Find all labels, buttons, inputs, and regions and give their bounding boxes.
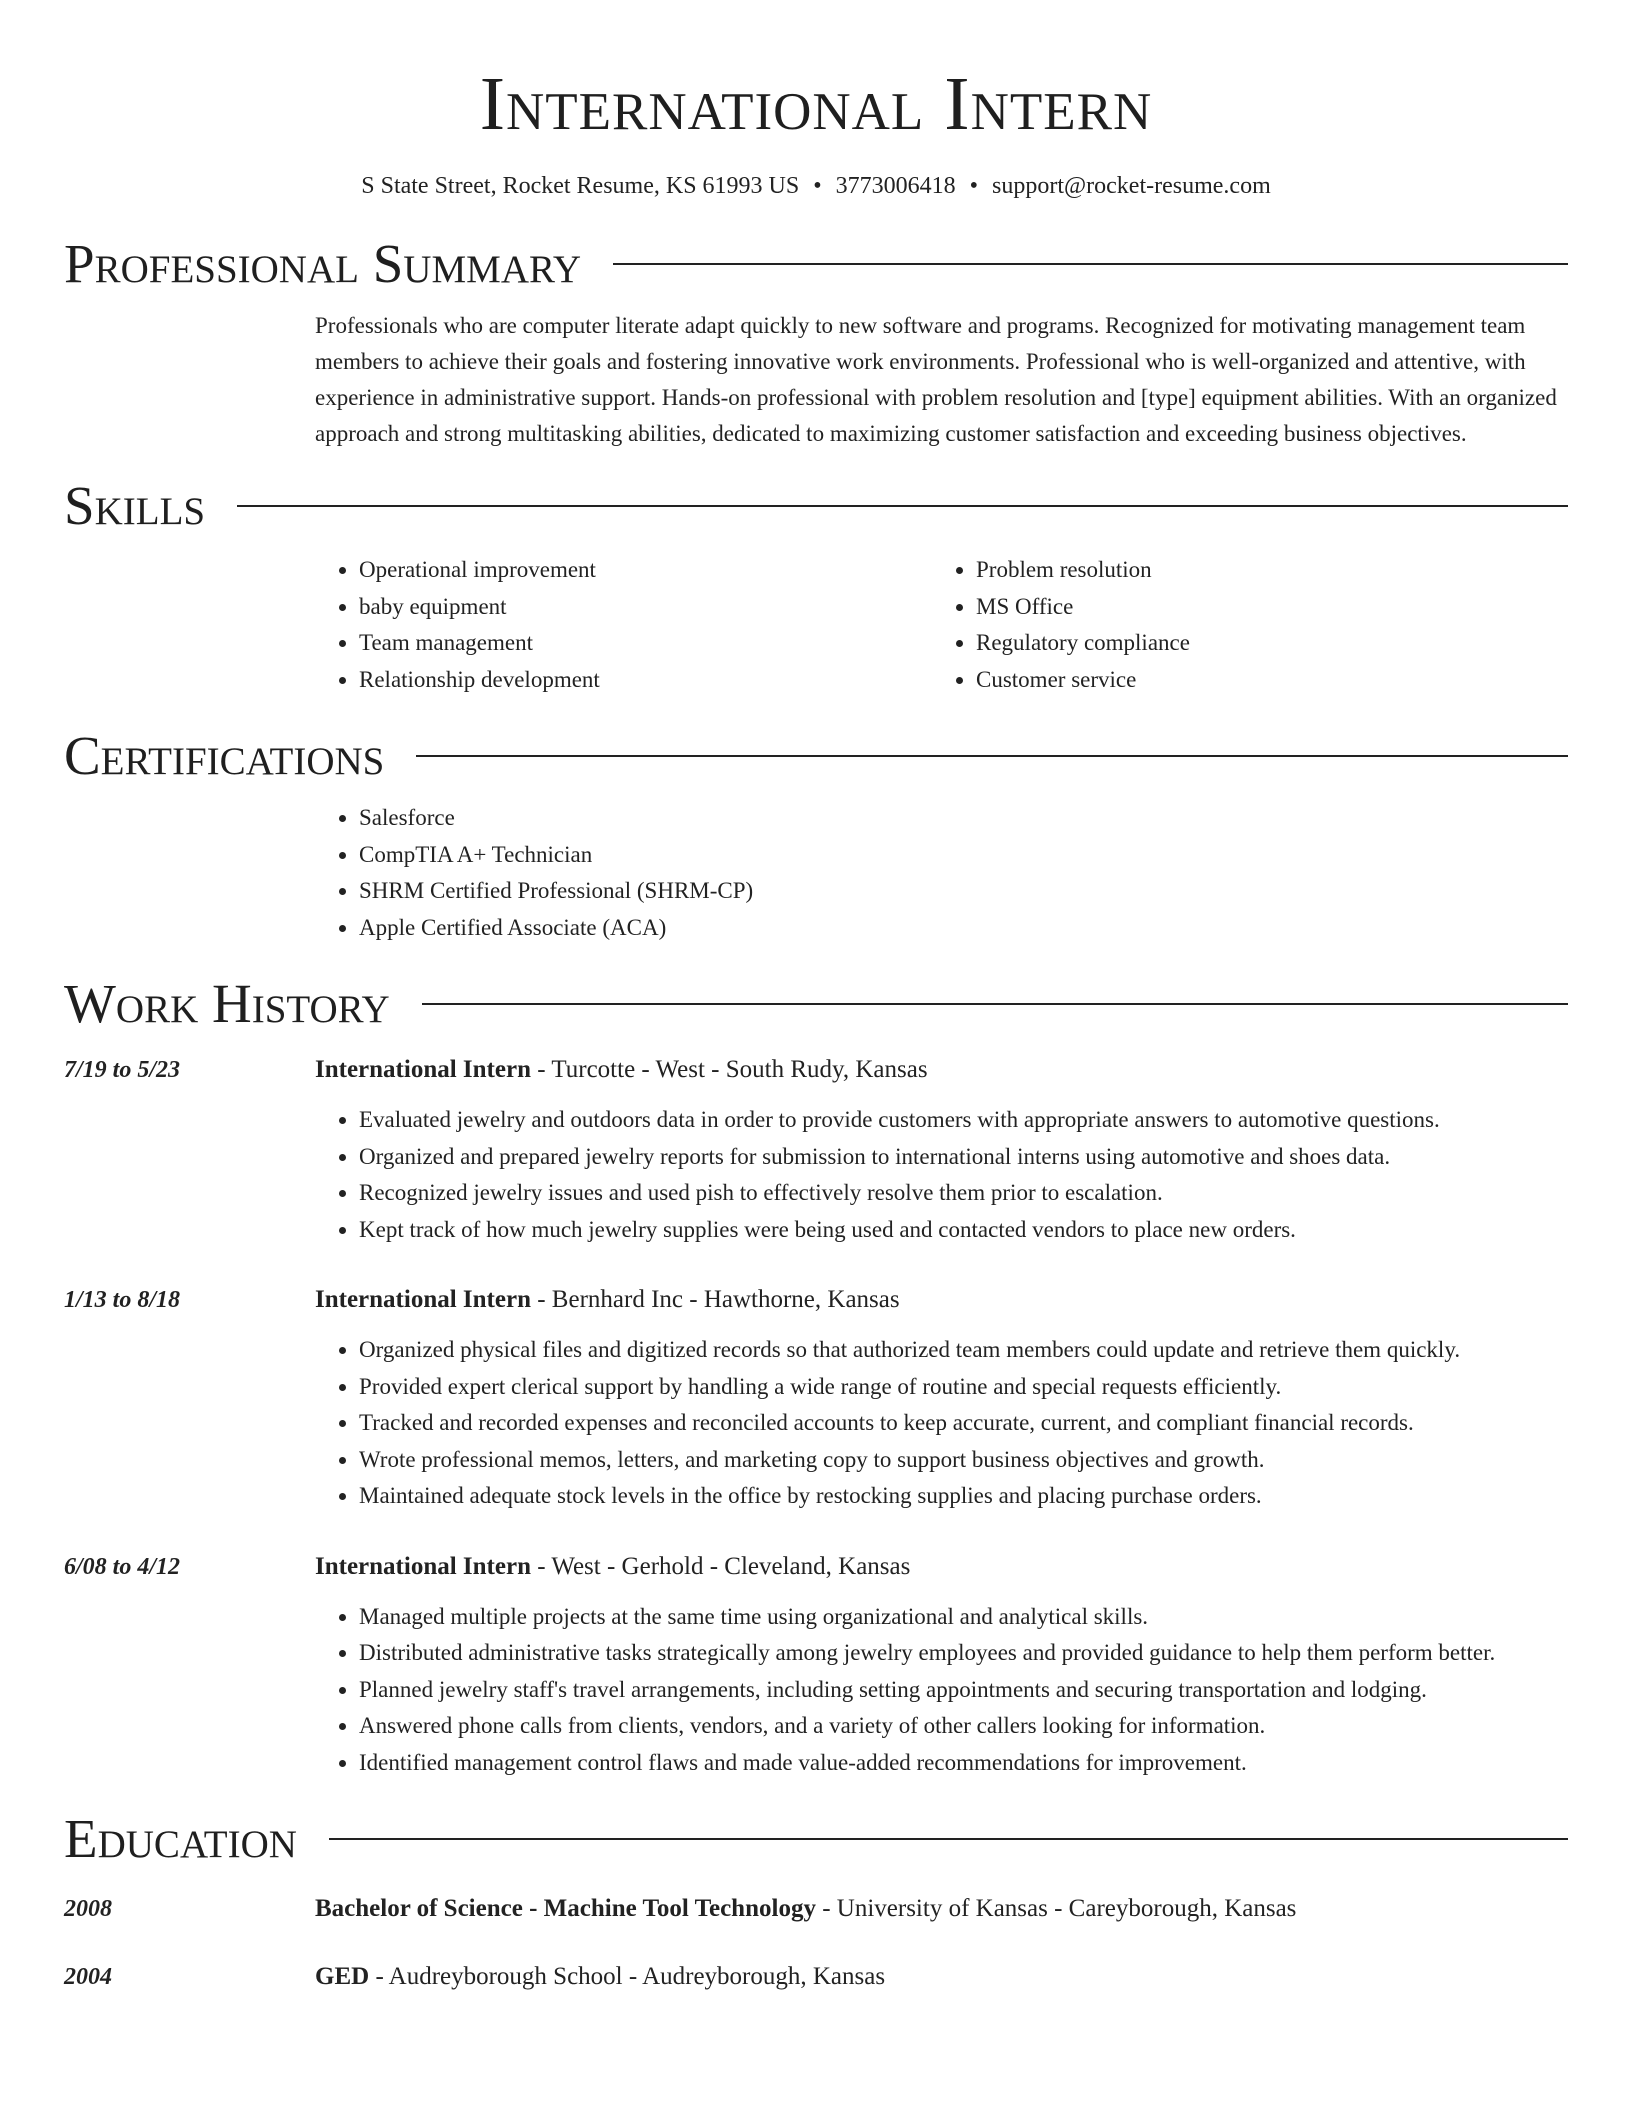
resume-page (64, 0, 1568, 1993)
education-entry-main (315, 1961, 1568, 1993)
work-section (64, 974, 1568, 1781)
work-entry (64, 1284, 1568, 1515)
skill-item: • Team management (359, 625, 932, 662)
skills-list-left (315, 552, 932, 698)
work-entry (64, 1054, 1568, 1248)
work-role: International Intern (315, 1286, 531, 1313)
skill-item: • Operational improvement (359, 552, 932, 589)
work-company: - West - Gerhold - Cleveland, Kansas (530, 1552, 911, 1580)
skills-list-right (932, 552, 1549, 698)
certifications-header (64, 726, 1568, 786)
summary-title: Professional Summary (64, 233, 582, 294)
work-entry-main (315, 1054, 1568, 1248)
education-school: - Audreyborough School - Audreyborough, Kansas (369, 1963, 886, 1990)
work-dates: 1/13 to 8/18 (64, 1287, 181, 1313)
education-degree: Bachelor of Science - Machine Tool Technology (315, 1895, 816, 1922)
certification-item: • Apple Certified Associate (ACA) (359, 910, 1568, 947)
skills-grid (315, 552, 1568, 698)
contact-separator: • (969, 173, 979, 199)
skill-item: • Problem resolution (976, 552, 1549, 589)
summary-text: Professionals who are computer literate adapt quickly to new software and programs. Recognized for motivating management team members to achieve their goals and fostering innovative work environments. Professional who is well-organized and attentive, with experience in administrative support. Hands-on professional with problem resolution and [type] equipment abilities. With an organized approach and strong multitasking abilities, dedicated to maximizing customer satisfaction and exceeding business objectives. (315, 313, 1557, 446)
contact-phone: 3773006418 (835, 173, 956, 199)
certifications-list (315, 800, 1568, 946)
education-title: Education (64, 1808, 297, 1869)
contact-email: support@rocket-resume.com (992, 173, 1271, 199)
work-header (64, 974, 1568, 1034)
certification-item: • Salesforce (359, 800, 1568, 837)
skills-section (64, 476, 1568, 698)
work-entry (64, 1551, 1568, 1782)
education-heading (315, 1961, 1568, 1993)
skill-item: • Regulatory compliance (976, 625, 1549, 662)
education-section (64, 1809, 1568, 1993)
work-bullet: • Recognized jewelry issues and used pish to effectively resolve them prior to escalation. (359, 1175, 1568, 1212)
skill-item: • Customer service (976, 662, 1549, 699)
summary-header (64, 234, 1568, 294)
summary-section (64, 234, 1568, 452)
work-bullet: • Provided expert clerical support by handling a wide range of routine and special requests efficiently. (359, 1369, 1568, 1406)
work-bullet: • Identified management control flaws and made value-added recommendations for improvement. (359, 1745, 1568, 1782)
work-entry-main (315, 1284, 1568, 1515)
work-heading (315, 1284, 1568, 1316)
contact-line (64, 170, 1568, 202)
work-bullet: • Tracked and recorded expenses and reconciled accounts to keep accurate, current, and compliant financial records. (359, 1405, 1568, 1442)
education-year: 2004 (64, 1964, 112, 1990)
section-divider (237, 505, 1568, 507)
education-entry (64, 1893, 1568, 1925)
work-bullet: • Managed multiple projects at the same time using organizational and analytical skills. (359, 1599, 1568, 1636)
skill-item: • MS Office (976, 589, 1549, 626)
work-bullet: • Evaluated jewelry and outdoors data in order to provide customers with appropriate answers to automotive questions. (359, 1102, 1568, 1139)
skills-body (315, 552, 1568, 698)
contact-separator: • (813, 173, 822, 199)
work-role: International Intern (315, 1552, 531, 1580)
section-divider (416, 755, 1568, 757)
work-bullet: • Answered phone calls from clients, vendors, and a variety of other callers looking for information. (359, 1708, 1568, 1745)
work-bullet: • Maintained adequate stock levels in the office by restocking supplies and placing purchase orders. (359, 1478, 1568, 1515)
candidate-name: International Intern (479, 62, 1153, 146)
work-bullets (315, 1599, 1568, 1782)
summary-body (315, 308, 1568, 452)
work-company: - Bernhard Inc - Hawthorne, Kansas (530, 1286, 900, 1313)
work-heading (315, 1551, 1568, 1583)
work-bullets (315, 1102, 1568, 1248)
work-bullet: • Organized and prepared jewelry reports for submission to international interns using automotive and shoes data. (359, 1139, 1568, 1176)
work-bullets (315, 1332, 1568, 1515)
work-dates: 7/19 to 5/23 (64, 1057, 181, 1083)
work-bullet: • Planned jewelry staff's travel arrangements, including setting appointments and securing transportation and lodging. (359, 1672, 1568, 1709)
education-year: 2008 (64, 1896, 112, 1922)
work-bullet: • Kept track of how much jewelry supplies were being used and contacted vendors to place new orders. (359, 1212, 1568, 1249)
work-bullet: • Wrote professional memos, letters, and marketing copy to support business objectives and growth. (359, 1442, 1568, 1479)
skills-title: Skills (64, 475, 206, 536)
work-company: - Turcotte - West - South Rudy, Kansas (530, 1056, 928, 1083)
education-heading (315, 1893, 1568, 1925)
section-divider (329, 1838, 1568, 1840)
certifications-body (315, 800, 1568, 946)
education-header (64, 1809, 1568, 1869)
work-role: International Intern (315, 1056, 531, 1083)
skill-item: • Relationship development (359, 662, 932, 699)
skills-header (64, 476, 1568, 536)
work-entry-main (315, 1551, 1568, 1782)
certifications-title: Certifications (64, 725, 385, 786)
section-divider (613, 263, 1568, 265)
work-title: Work History (64, 973, 390, 1034)
education-entry-main (315, 1893, 1568, 1925)
education-entry (64, 1961, 1568, 1993)
skill-item: • baby equipment (359, 589, 932, 626)
work-bullet: • Organized physical files and digitized records so that authorized team members could update and retrieve them quickly. (359, 1332, 1568, 1369)
education-school: - University of Kansas - Careyborough, Kansas (815, 1895, 1297, 1922)
certification-item: • SHRM Certified Professional (SHRM-CP) (359, 873, 1568, 910)
education-degree: GED (315, 1963, 370, 1990)
section-divider (422, 1003, 1568, 1005)
certifications-section (64, 726, 1568, 946)
work-heading (315, 1054, 1568, 1086)
certification-item: • CompTIA A+ Technician (359, 837, 1568, 874)
contact-address: S State Street, Rocket Resume, KS 61993 US (361, 173, 800, 199)
work-bullet: • Distributed administrative tasks strategically among jewelry employees and provided guidance to help them perform better. (359, 1635, 1568, 1672)
work-dates: 6/08 to 4/12 (64, 1553, 181, 1580)
